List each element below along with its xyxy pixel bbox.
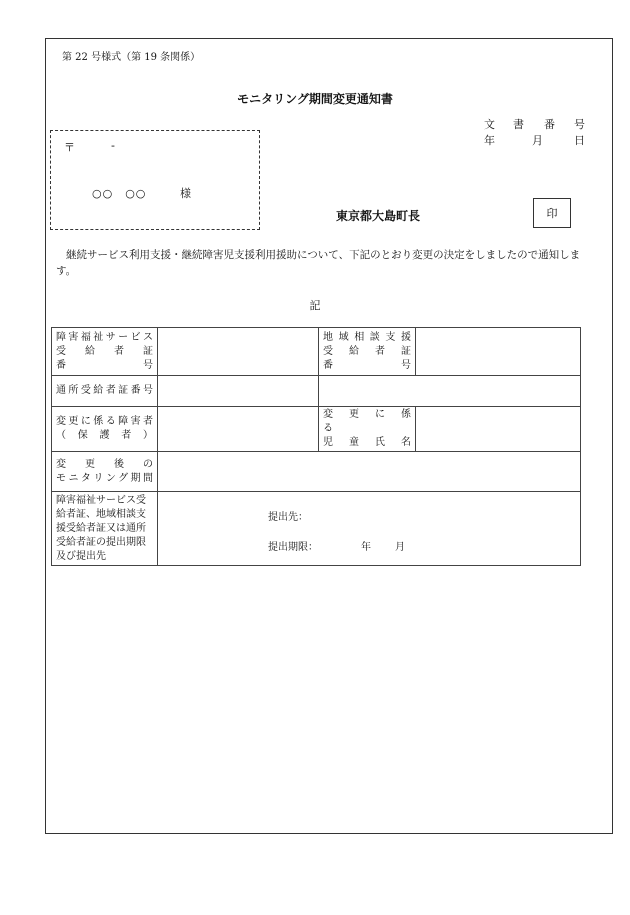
recipient-honorific: 様 (180, 187, 191, 200)
issuer-name: 東京都大島町長 (336, 209, 421, 223)
doc-number-char: 号 (574, 118, 585, 131)
seal-box: 印 (533, 198, 571, 228)
blank-cell (319, 376, 581, 407)
table-row (52, 492, 581, 566)
label-disabled-person: 変更に係る障害者 （ 保 護 者 ） (52, 407, 158, 452)
label-consult-cert-number: 地域相談支援 受 給 者 証 番 号 (319, 328, 416, 376)
submission-cell[interactable] (158, 492, 581, 566)
label-day-service-cert-number: 通所受給者証番号 (52, 376, 158, 407)
consult-cert-number-input[interactable] (416, 328, 581, 376)
recipient-name: ○○ ○○ (92, 187, 147, 200)
monitoring-period-input[interactable] (158, 452, 581, 492)
body-text: 継続サービス利用支援・継続障害児支援利用援助について、下記のとおり変更の決定をしましたので通知します。 (56, 249, 581, 277)
info-table (51, 327, 581, 566)
document-title: モニタリング期間変更通知書 (237, 92, 393, 106)
day-service-cert-number-input[interactable] (158, 376, 319, 407)
submit-to-label: 提出先： (268, 512, 308, 523)
postal-dash: - (111, 139, 115, 152)
table-row (52, 328, 581, 376)
deadline-label: 提出期限： (268, 542, 318, 553)
doc-number-char: 番 (544, 118, 555, 131)
date-day: 日 (574, 134, 585, 147)
label-monitoring-period: 変 更 後 の モニタリング期間 (52, 452, 158, 492)
child-name-input[interactable] (416, 407, 581, 452)
label-service-cert-number: 障害福祉サービス 受 給 者 証 番 号 (52, 328, 158, 376)
deadline-month: 月 (395, 542, 405, 553)
label-child-name: 変 更 に 係 る 児 童 氏 名 (319, 407, 416, 452)
service-cert-number-input[interactable] (158, 328, 319, 376)
deadline-year: 年 (361, 542, 371, 553)
address-box (50, 130, 260, 230)
postal-mark: 〒 (64, 141, 75, 154)
table-row (52, 452, 581, 492)
table-row (52, 376, 581, 407)
label-submission-deadline: 障害福祉サービス受 給者証、地域相談支 援受給者証又は通所 受給者証の提出期限 及び提出先 (52, 492, 158, 566)
date-year: 年 (484, 134, 495, 147)
doc-number-char: 文 (484, 118, 495, 131)
disabled-person-input[interactable] (158, 407, 319, 452)
date-month: 月 (532, 134, 543, 147)
table-row (52, 407, 581, 452)
form-number: 第 22 号様式（第 19 条関係） (62, 52, 201, 63)
doc-number-char: 書 (513, 118, 524, 131)
ki-heading: 記 (309, 299, 321, 312)
